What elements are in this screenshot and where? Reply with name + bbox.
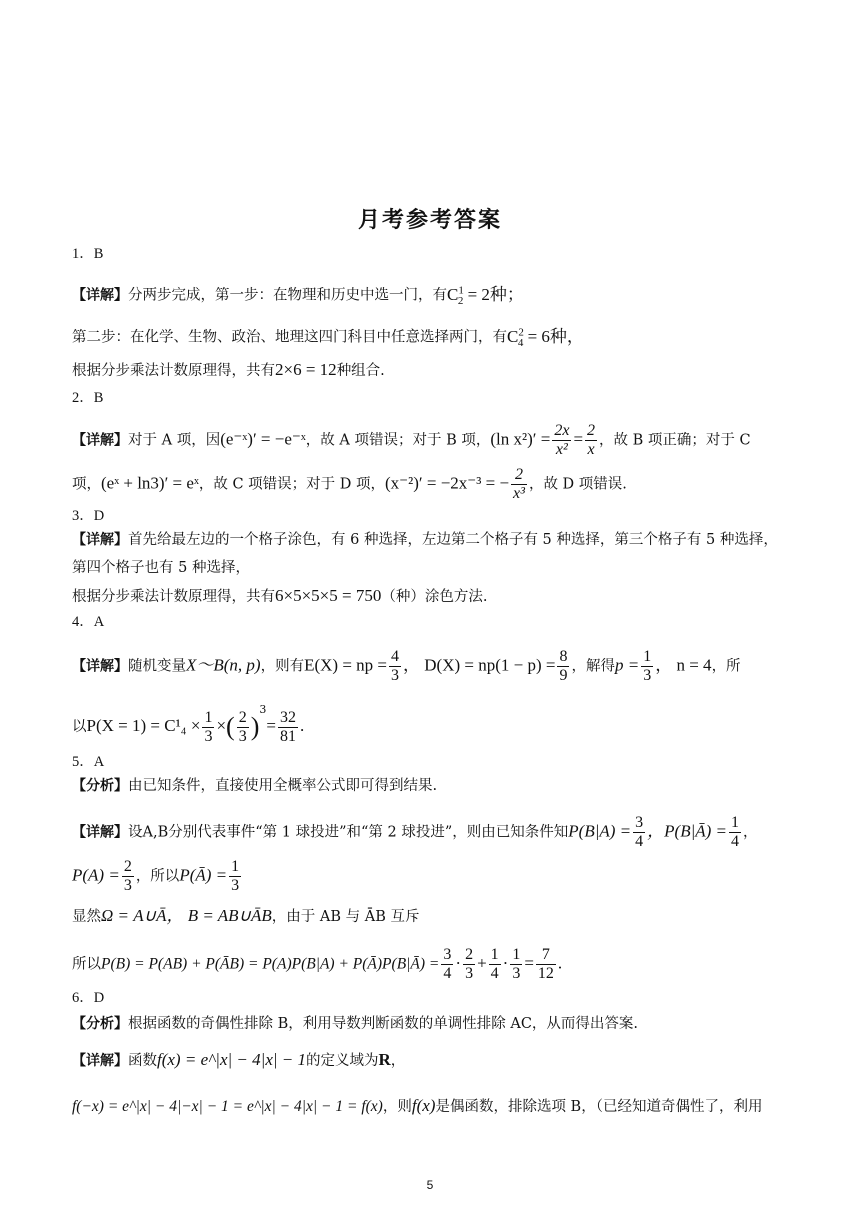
text: ，故 A 项错误；对于 B 项， [305, 432, 491, 449]
math: X～B(n, p) [186, 655, 261, 675]
text: 首先给最左边的一个格子涂色，有 6 种选择，左边第二个格子有 5 种选择，第三个格子有 5 种选择， [128, 532, 778, 548]
text: 设A,B分别代表事件“第 1 球投进”和“第 2 球投进”，则由已知条件知 [128, 824, 569, 841]
analysis-label: 【分析】 [72, 1016, 128, 1032]
math: . [299, 716, 305, 735]
math: P(B) = P(AB) + P(ĀB) = P(A)P(B|A) + P(Ā)P(B|Ā) = [101, 955, 440, 973]
math: (eˣ + ln3)′ = eˣ [101, 473, 199, 493]
fraction: $\frac{1}{4}$ [731, 814, 740, 850]
q2-detail-line-1 [72, 422, 788, 459]
text: ，则 [382, 1099, 412, 1115]
detail-label: 【详解】 [72, 432, 128, 449]
answer-1: 1．B [72, 246, 104, 262]
math: P(B|A) = [568, 821, 632, 841]
math: ， n = 4 [655, 655, 712, 675]
text: 对于 A 项，因 [128, 432, 221, 449]
q3-detail-line-1 [72, 530, 788, 550]
q3-detail-line-3 [72, 586, 788, 607]
math: = [524, 953, 534, 973]
text: ， [390, 1053, 406, 1069]
text: ，所以 [135, 868, 180, 885]
text: 根据分步乘法计数原理得，共有 [72, 363, 275, 379]
text: ，故 D 项错误. [528, 476, 627, 493]
text: 函数 [128, 1053, 157, 1069]
q4-detail-line-2 [72, 700, 788, 746]
math: R [378, 1050, 391, 1069]
page-number: 5 [426, 1178, 434, 1192]
answer-6: 6．D [72, 990, 105, 1006]
math: . [557, 953, 563, 973]
math: ， B = AB∪ĀB [166, 906, 272, 925]
math: + [477, 953, 487, 973]
math: · [502, 953, 509, 973]
fraction: $\frac{1}{3}$ [512, 946, 521, 982]
math: f(x) [411, 1096, 436, 1115]
fraction: $\frac{2}{3}$ [465, 946, 474, 982]
text: ，故 C 项错误；对于 D 项， [198, 476, 386, 493]
fraction: $\frac{1}{3}$ [204, 708, 213, 745]
text: ，解得 [571, 658, 615, 675]
math: f(x) = e^|x| − 4|x| − 1 [157, 1050, 307, 1069]
math: P(A) = [72, 865, 120, 885]
text: 的定义域为 [306, 1053, 379, 1069]
answer-2: 2．B [72, 390, 104, 406]
answer-3: 3．D [72, 508, 105, 524]
fraction: $\frac{3}{4}$ [635, 814, 644, 850]
text: ，故 B 项正确；对于 C [599, 432, 751, 449]
math: $C^2_4 = 6$种， [507, 326, 584, 350]
fraction: $\frac{2}{\text{x³}}$ [513, 466, 525, 502]
text: ，则有 [260, 658, 305, 675]
q5-detail-line-1 [72, 814, 788, 851]
page-title: 月考参考答案 [357, 208, 502, 233]
math: · [455, 953, 462, 973]
text: 分两步完成，第一步：在物理和历史中选一门，有 [128, 287, 447, 304]
math: = [266, 716, 276, 735]
math: ，P(B|Ā) = [647, 821, 728, 841]
fraction: $\frac{2}{3}$ [238, 708, 247, 745]
text: ，由于 AB 与 ĀB 互斥 [271, 909, 420, 925]
detail-label: 【详解】 [72, 287, 128, 304]
q6-detail-line-2 [72, 1096, 788, 1117]
math: $C^1_2 = 2$种； [447, 284, 524, 308]
paren-open: ( [226, 712, 235, 741]
text: （种）涂色方法. [381, 589, 488, 605]
fraction: $\frac{1}{3}$ [643, 648, 652, 684]
math: p = [614, 655, 640, 675]
math: E(X) = np = [304, 655, 388, 675]
math: (x⁻²)′ = −2x⁻³ = − [385, 473, 510, 493]
analysis-label: 【分析】 [72, 778, 128, 794]
q5-detail-line-4 [72, 946, 788, 983]
text: 是偶函数，排除选项 B，（已经知道奇偶性了，利用 [435, 1099, 763, 1115]
answer-4: 4．A [72, 614, 105, 630]
detail-label: 【详解】 [72, 824, 128, 841]
text: 种组合. [336, 363, 385, 379]
q6-detail-line-1 [72, 1050, 788, 1071]
math: × [216, 716, 227, 735]
math: (ln x²)′ = [490, 429, 551, 449]
text: ，所 [711, 658, 741, 675]
math: = [573, 429, 584, 449]
q1-detail-line-1 [72, 280, 788, 311]
detail-label: 【详解】 [72, 1053, 128, 1069]
q5-analysis [72, 776, 788, 796]
math: 2×6 = 12 [275, 360, 337, 379]
math: f(−x) = e^|x| − 4|−x| − 1 = e^|x| − 4|x| − 1 = f(x) [72, 1098, 383, 1115]
text: 第二步：在化学、生物、政治、地理这四门科目中任意选择两门，有 [72, 329, 507, 346]
text: 根据函数的奇偶性排除 B，利用导数判断函数的单调性排除 AC，从而得出答案. [128, 1016, 639, 1032]
fraction: $\frac{32}{81}$ [279, 708, 296, 745]
text: 显然 [72, 909, 101, 925]
math: P(Ā) = [179, 865, 228, 885]
q1-detail-line-2 [72, 322, 788, 353]
text: 根据分步乘法计数原理得，共有 [72, 589, 275, 605]
math: Ω = A∪Ā [101, 906, 167, 925]
math: (e⁻ˣ)′ = −e⁻ˣ [220, 429, 306, 449]
paren-close: ) [250, 712, 260, 741]
q4-detail-line-1 [72, 648, 788, 685]
fraction: $\frac{2x}{\text{x²}}$ [554, 422, 570, 458]
fraction: $\frac{4}{3}$ [391, 648, 400, 684]
detail-label: 【详解】 [72, 532, 128, 548]
fraction: $\frac{2}{x}$ [587, 422, 596, 458]
q5-detail-line-2 [72, 858, 788, 895]
fraction: $\frac{1}{3}$ [231, 858, 240, 894]
detail-label: 【详解】 [72, 658, 128, 675]
q6-analysis [72, 1014, 788, 1034]
text: 由已知条件，直接使用全概率公式即可得到结果. [128, 778, 438, 794]
q2-detail-line-2 [72, 466, 788, 503]
answer-5: 5．A [72, 754, 105, 770]
text: ， [743, 824, 758, 841]
q3-detail-line-2: 第四个格子也有 5 种选择， [72, 560, 250, 576]
fraction: $\frac{8}{9}$ [559, 648, 568, 684]
math: ， D(X) = np(1 − p) = [403, 655, 556, 675]
exponent: 3 [259, 703, 267, 716]
math: 6×5×5×5 = 750 [275, 586, 382, 605]
math: P(X = 1) = C¹₄ × [86, 716, 201, 735]
q1-detail-line-3 [72, 360, 788, 381]
q5-detail-line-3 [72, 906, 788, 927]
fraction: $\frac{7}{12}$ [537, 946, 554, 982]
fraction: $\frac{3}{4}$ [443, 946, 452, 982]
text: 以 [72, 719, 87, 735]
text: 所以 [72, 956, 101, 973]
text: 随机变量 [128, 658, 186, 675]
text: 项， [72, 476, 101, 493]
fraction: $\frac{2}{3}$ [123, 858, 132, 894]
fraction: $\frac{1}{4}$ [490, 946, 499, 982]
